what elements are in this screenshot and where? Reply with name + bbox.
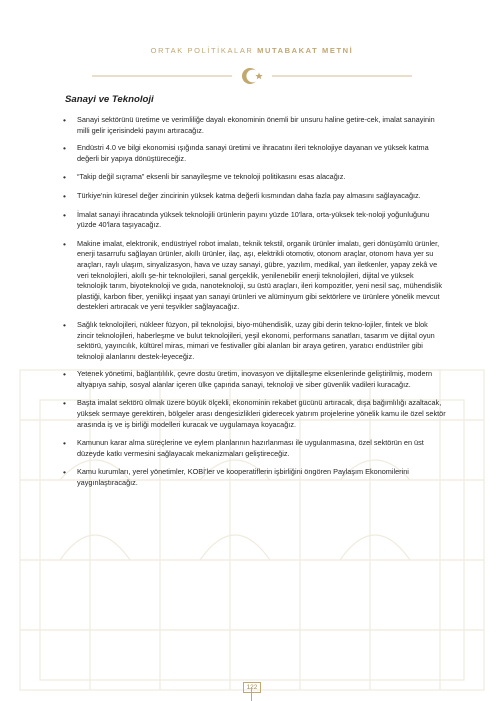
bullet-list	[60, 115, 446, 489]
running-header	[0, 46, 504, 55]
bullet-item: • Kamunun karar alma süreçlerine ve eylem planlarının hazırlanması ile uygulanmasına, özel sektörün en üst düzeyde katkı vermesini sağlayacak mekanizmaları geliştireceğiz.	[60, 438, 446, 459]
header-title-bold: MUTABAKAT METNİ	[257, 46, 354, 55]
header-ornament	[92, 64, 412, 88]
bullet-item: • “Takip değil sıçrama” eksenli bir sanayileşme ve teknoloji politikasını esas alacağız.	[60, 172, 446, 183]
page-number: 122	[243, 682, 262, 693]
crescent-star-icon	[242, 68, 263, 84]
bullet-item: • Kamu kurumları, yerel yönetimler, KOBİ'ler ve kooperatiflerin işbirliğini öngören Paylaşım Ekonomilerini yaygınlaştıracağız.	[60, 467, 446, 488]
page-number-rule	[251, 687, 252, 701]
bullet-item: • Başta imalat sektörü olmak üzere büyük ölçekli, ekonominin rekabet gücünü artıracak, dışa bağımlılığı azaltacak, yüksek sermaye gerektiren, bölgeler arası dengesizlikleri giderecek yatırım projelerine yönelik kamu ile özel sektör arasında iş ve iş birliği modelleri kuracak ve uygulamaya koyacağız.	[60, 398, 446, 430]
header-title-regular: ORTAK POLİTİKALAR	[150, 46, 254, 55]
section-title: Sanayi ve Teknoloji	[65, 94, 154, 105]
bullet-item: • Yetenek yönetimi, bağlantılılık, çevre dostu üretim, inovasyon ve dijitalleşme eksenlerinde geliştirilmiş, modern altyapıya sahip, sosyal alanlar içeren ülke çapında sanayi, teknoloji ve siber güvenlik vadileri kuracağız.	[60, 369, 446, 390]
bullet-item: • Makine imalat, elektronik, endüstriyel robot imalatı, teknik tekstil, organik ürünler imalatı, geri dönüşümlü ürünler, enerji tasarrufu sağlayan ürünler, akıllı ürünler, ilaç, aşı, elektrikli otomotiv, otonom araçlar, otonom hava yer su araçları, raylı ulaşım, sinyalizasyon, hava ve uzay sanayi, gübre, yazılım, medikal, yarı iletkenler, yapay zekâ ve veri teknolojileri, akıllı şe-hir teknolojileri, sanal gerçeklik, yenilenebilir enerji teknolojileri, dijital ve yüksek teknolojik tarım, biyoteknoloji ve gıda, nanoteknoloji, su üstü araçları, ileri kompozitler, yeni nesil saç, mühendislik plastiği, karbon fiber, yenilikçi inşaat yan sanayi ürünleri ve alüminyum gibi sektörlere ve ürünlere yönelik mevcut destekleri artıracak ve yeni teşvikler sağlayacağız.	[60, 239, 446, 313]
page-number-box	[0, 676, 504, 694]
bullet-item: • İmalat sanayi ihracatında yüksek teknolojili ürünlerin payını yüzde 10'lara, orta-yüksek tek-noloji yoğunluğunu yüzde 40'lara taşıyacağız.	[60, 210, 446, 231]
bullet-item: • Türkiye'nin küresel değer zincirinin yüksek katma değerli kısmından daha fazla pay almasını sağlayacağız.	[60, 191, 446, 202]
bullet-item: • Sağlık teknolojileri, nükleer füzyon, pil teknolojisi, biyo-mühendislik, uzay gibi derin tekno-lojiler, fintek ve blok zincir teknolojileri, haberleşme ve bulut teknolojileri, yeşil ekonomi, performans sanatları, tasarım ve dijital oyun sektörü, yayıncılık, kültürel miras, mimari ve festivaller gibi alanları bir araya getiren, yaratıcı endüstriler gibi teknoloji alanlarını destek-leyeceğiz.	[60, 320, 446, 362]
bullet-item: • Endüstri 4.0 ve bilgi ekonomisi ışığında sanayi üretimi ve ihracatını ileri teknolojiye dayanan ve yüksek katma değerli bir yapıya dönüştüreceğiz.	[60, 143, 446, 164]
bullet-item: • Sanayi sektörünü üretime ve verimliliğe dayalı ekonominin önemli bir unsuru haline getire-cek, imalat sanayinin milli gelir içerisindeki payını artıracağız.	[60, 115, 446, 136]
